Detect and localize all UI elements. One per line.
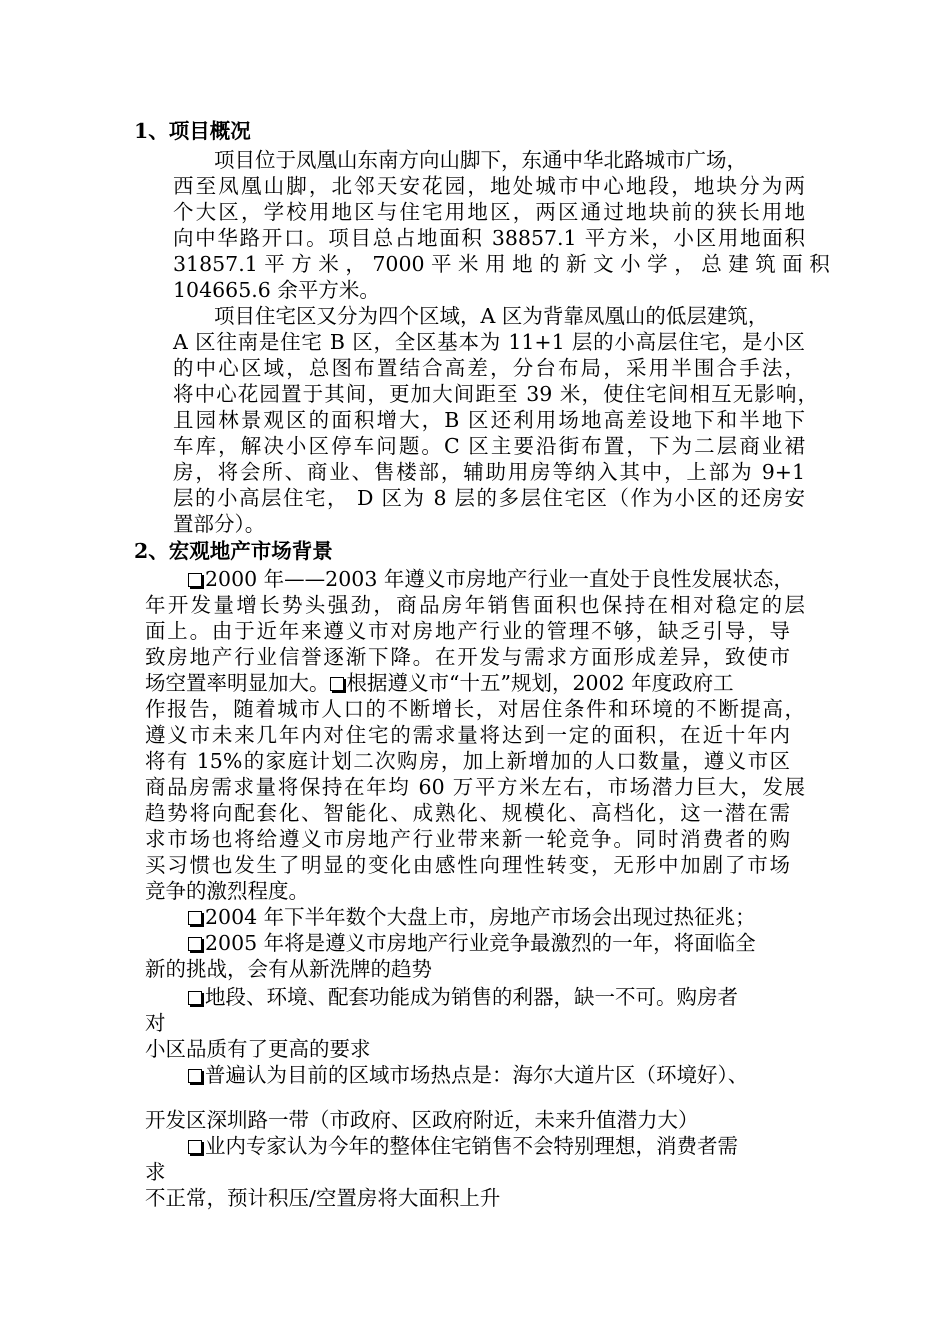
paragraph-text: 普遍认为目前的区域市场热点是：海尔大道片区（环境好）、: [205, 1063, 749, 1087]
paragraph-line: 趋势将向配套化、智能化、成熟化、规模化、高档化，这一潜在需: [145, 801, 790, 825]
paragraph-text: 根据遵义市“十五”规划，2002 年度政府工: [346, 671, 734, 695]
bullet-line: [188, 1133, 738, 1159]
paragraph-line: 作报告，随着城市人口的不断增长，对居住条件和环境的不断提高，: [145, 697, 805, 721]
bullet-line: [188, 984, 738, 1010]
checkbox-bullet-icon: [330, 677, 344, 691]
bullet-line: [188, 1062, 748, 1088]
paragraph-line: 西至凤凰山脚，北邻天安花园，地处城市中心地段，地块分为两: [173, 174, 805, 198]
bullet-line: [188, 904, 756, 930]
section-1-heading: 1、项目概况: [134, 119, 251, 143]
paragraph-line: 年开发量增长势头强劲，商品房年销售面积也保持在相对稳定的层: [145, 593, 805, 617]
checkbox-bullet-icon: [188, 937, 202, 951]
paragraph-line: 小区品质有了更高的要求: [145, 1037, 371, 1061]
section-2-heading: 2、宏观地产市场背景: [134, 539, 333, 563]
paragraph-text: 场空置率明显加大。: [145, 671, 330, 695]
paragraph-line: 将中心花园置于其间，更加大间距至 39 米，使住宅间相互无影响，: [173, 382, 818, 406]
paragraph-line: 商品房需求量将保持在年均 60 万平方米左右，市场潜力巨大，发展: [145, 775, 805, 799]
paragraph-line: 项目住宅区又分为四个区域，A 区为背靠凤凰山的低层建筑，: [214, 304, 769, 328]
paragraph-line: 房，将会所、商业、售楼部，辅助用房等纳入其中，上部为 9+1: [173, 460, 805, 484]
paragraph-line: 项目位于凤凰山东南方向山脚下，东通中华北路城市广场，: [214, 148, 747, 172]
bullet-line: [188, 566, 794, 592]
checkbox-bullet-icon: [188, 573, 202, 587]
paragraph-line: 致房地产行业信誉逐渐下降。在开发与需求方面形成差异，致使市: [145, 645, 790, 669]
paragraph-line: 将有 15%的家庭计划二次购房，加上新增加的人口数量，遵义市区: [145, 749, 790, 773]
paragraph-line: 个大区，学校用地区与住宅用地区，两区通过地块前的狭长用地: [173, 200, 805, 224]
paragraph-line: 置部分）。: [173, 512, 266, 536]
checkbox-bullet-icon: [188, 991, 202, 1005]
paragraph-line: 面上。由于近年来遵义市对房地产行业的管理不够，缺乏引导，导: [145, 619, 790, 643]
paragraph-line: 开发区深圳路一带（市政府、区政府附近，未来升值潜力大）: [145, 1108, 699, 1132]
paragraph-line: 求市场也将给遵义市房地产行业带来新一轮竞争。同时消费者的购: [145, 827, 790, 851]
paragraph-text: 业内专家认为今年的整体住宅销售不会特别理想，消费者需: [205, 1134, 738, 1158]
paragraph-line: 遵义市未来几年内对住宅的需求量将达到一定的面积，在近十年内: [145, 723, 790, 747]
checkbox-bullet-icon: [188, 1140, 202, 1154]
paragraph-line: [145, 670, 734, 696]
paragraph-line: 向中华路开口。项目总占地面积 38857.1 平方米，小区用地面积: [173, 226, 805, 250]
paragraph-line: 层的小高层住宅， D 区为 8 层的多层住宅区（作为小区的还房安: [173, 486, 805, 510]
paragraph-line: 车库，解决小区停车问题。C 区主要沿街布置，下为二层商业裙: [173, 434, 805, 458]
paragraph-text: 2000 年——2003 年遵义市房地产行业一直处于良性发展状态，: [205, 567, 794, 591]
paragraph-line: 且园林景观区的面积增大，B 区还利用场地高差设地下和半地下: [173, 408, 805, 432]
paragraph-line: 对: [145, 1011, 166, 1035]
bullet-line: [188, 930, 756, 956]
paragraph-line: 求: [145, 1160, 166, 1184]
paragraph-line: 竞争的激烈程度。: [145, 879, 309, 903]
paragraph-line: 104665.6 余平方米。: [173, 278, 380, 302]
checkbox-bullet-icon: [188, 911, 202, 925]
paragraph-text: 2005 年将是遵义市房地产行业竞争最激烈的一年，将面临全: [205, 931, 756, 955]
paragraph-line: 不正常，预计积压/空置房将大面积上升: [145, 1186, 501, 1210]
paragraph-line: 新的挑战，会有从新洗牌的趋势: [145, 957, 432, 981]
paragraph-line: 买习惯也发生了明显的变化由感性向理性转变，无形中加剧了市场: [145, 853, 790, 877]
checkbox-bullet-icon: [188, 1069, 202, 1083]
paragraph-text: 地段、环境、配套功能成为销售的利器，缺一不可。购房者: [205, 985, 738, 1009]
paragraph-line: 的中心区域，总图布置结合高差，分台布局，采用半围合手法，: [173, 356, 805, 380]
paragraph-line: A 区往南是住宅 B 区，全区基本为 11+1 层的小高层住宅，是小区: [173, 330, 805, 354]
paragraph-text: 2004 年下半年数个大盘上市，房地产市场会出现过热征兆；: [205, 905, 756, 929]
paragraph-line: 31857.1 平 方 米 ， 7000 平 米 用 地 的 新 文 小 学 ， 总 建 筑 面 积: [173, 252, 830, 276]
